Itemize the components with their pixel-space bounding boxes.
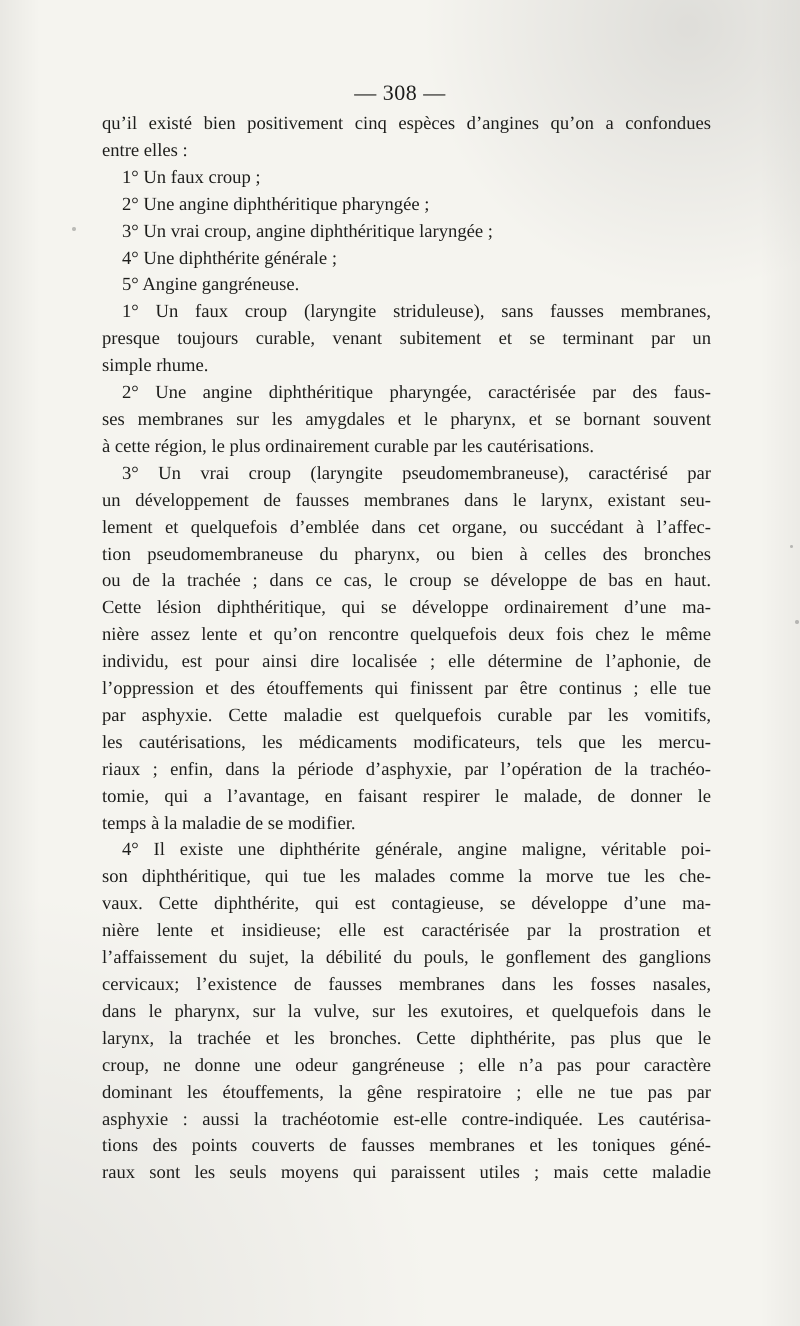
text-line: raux sont les seuls moyens qui paraissent utiles ; mais cette maladie [102,1162,711,1184]
text-line: 4° Il existe une diphthérite générale, angine maligne, véritable poi- [122,839,711,861]
list-item: 5° Angine gangréneuse. [122,274,300,296]
text-line: l’affaissement du sujet, la débilité du pouls, le gonflement des ganglions [102,947,711,969]
ink-dot [795,620,799,624]
list-item: 1° Un faux croup ; [122,166,261,188]
text-line: ses membranes sur les amygdales et le pharynx, et se bornant souvent [102,408,711,430]
text-line: cervicaux; l’existence de fausses membranes dans les fosses nasales, [102,974,711,995]
text-line: Cette lésion diphthéritique, qui se développe ordinairement d’une ma- [102,597,711,619]
text-line: entre elles : [102,139,188,161]
text-line: presque toujours curable, venant subitement et se terminant par un [102,328,711,350]
text-line: tion pseudomembraneuse du pharynx, ou bien à celles des bronches [102,543,711,565]
text-line: nière assez lente et qu’on rencontre quelquefois deux fois chez le même [102,624,711,646]
text-line: par asphyxie. Cette maladie est quelquefois curable par les vomitifs, [102,704,711,726]
ink-dot [790,545,793,548]
text-line: individu, est pour ainsi dire localisée ; elle détermine de l’aphonie, de [102,651,711,673]
text-line: lement et quelquefois d’emblée dans cet organe, ou succédant à l’affec- [102,516,711,538]
text-line: à cette région, le plus ordinairement curable par les cautérisations. [102,435,595,457]
text-line: temps à la maladie de se modifier. [102,812,356,834]
text-line: un développement de fausses membranes dans le larynx, existant seu- [102,489,711,511]
text-line: nière lente et insidieuse; elle est caractérisée par la prostration et [102,920,711,942]
text-line: l’oppression et des étouffements qui finissent par être continus ; elle tue [102,678,711,700]
text-line: simple rhume. [102,355,209,377]
text-line: croup, ne donne une odeur gangréneuse ; elle n’a pas pour caractère [102,1054,711,1076]
text-line: 3° Un vrai croup (laryngite pseudomembraneuse), caractérisé par [122,462,711,484]
text-line: tions des points couverts de fausses membranes et les toniques géné- [102,1135,711,1157]
ink-dot [72,227,76,231]
text-line: dominant les étouffements, la gêne respiratoire ; elle ne tue pas par [102,1081,711,1103]
list-item: 4° Une diphthérite générale ; [122,247,337,269]
text-line: vaux. Cette diphthérite, qui est contagieuse, se développe d’une ma- [102,893,711,915]
text-line: dans le pharynx, sur la vulve, sur les exutoires, et quelquefois dans le [102,1000,711,1022]
text-line: 1° Un faux croup (laryngite striduleuse), sans fausses membranes, [122,301,711,323]
text-line: qu’il existé bien positivement cinq espèces d’angines qu’on a confondues [102,113,711,134]
text-line: asphyxie : aussi la trachéotomie est-elle contre-indiquée. Les cautérisa- [102,1108,711,1130]
list-item: 2° Une angine diphthéritique pharyngée ; [122,193,430,215]
text-line: les cautérisations, les médicaments modificateurs, tels que les mercu- [102,731,711,753]
text-line: larynx, la trachée et les bronches. Cette diphthérite, pas plus que le [102,1027,711,1049]
list-item: 3° Un vrai croup, angine diphthéritique laryngée ; [122,220,493,242]
page-text [102,111,711,1187]
text-line: ou de la trachée ; dans ce cas, le croup se développe de bas en haut. [102,570,711,592]
text-line: 2° Une angine diphthéritique pharyngée, caractérisée par des faus- [122,382,711,404]
page-number: — 308 — [354,80,446,105]
text-line: son diphthéritique, qui tue les malades comme la morve tue les che- [102,866,711,888]
text-line: riaux ; enfin, dans la période d’asphyxie, par l’opération de la trachéo- [102,758,711,780]
text-line: tomie, qui a l’avantage, en faisant respirer le malade, de donner le [102,785,711,807]
